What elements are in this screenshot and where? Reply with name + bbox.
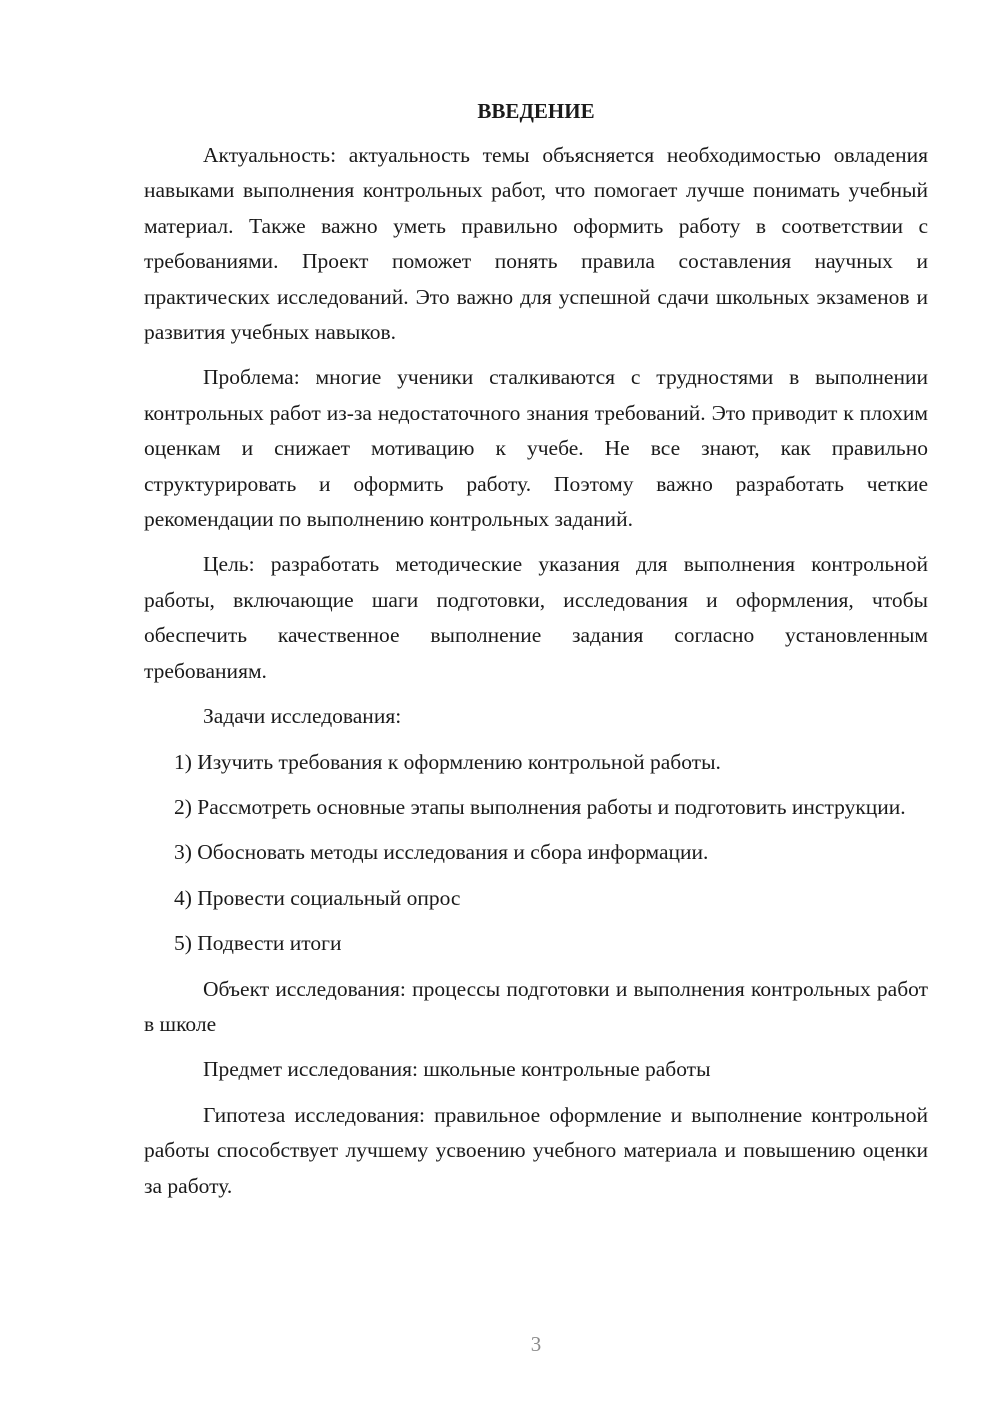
hypothesis-paragraph: Гипотеза исследования: правильное оформление и выполнение контрольной работы способствует лучшему усвоению учебного материала и повышению оценки за работу. (144, 1102, 928, 1198)
task-item-4: 4) Провести социальный опрос (174, 885, 461, 910)
task-item-3: 3) Обосновать методы исследования и сбора информации. (174, 840, 709, 865)
relevance-paragraph: Актуальность: актуальность темы объясняется необходимостью овладения навыками выполнения контрольных работ, что помогает лучше понимать учебный материал. Также важно уметь правильно оформить работу в соответствии с требованиями. Проект поможет понять правила составления научных и практических исследований. Это важно для успешной сдачи школьных экзаменов и развития учебных навыков. (144, 143, 928, 345)
task-item-5: 5) Подвести итоги (174, 931, 342, 956)
subject-paragraph: Предмет исследования: школьные контрольные работы (203, 1057, 711, 1082)
goal-paragraph: Цель: разработать методические указания для выполнения контрольной работы, включающие шаги подготовки, исследования и оформления, чтобы обеспечить качественное выполнение задания согласно установленным требованиям. (144, 552, 928, 683)
object-paragraph: Объект исследования: процессы подготовки и выполнения контрольных работ в школе (144, 976, 928, 1036)
tasks-heading: Задачи исследования: (203, 704, 402, 729)
task-item-2: 2) Рассмотреть основные этапы выполнения работы и подготовить инструкции. (174, 794, 906, 819)
page-number: 3 (530, 1332, 542, 1356)
problem-paragraph: Проблема: многие ученики сталкиваются с трудностями в выполнении контрольных работ из-за недостаточного знания требований. Это приводит к плохим оценкам и снижает мотивацию к учебе. Не все знают, как правильно структурировать и оформить работу. Поэтому важно разработать четкие рекомендации по выполнению контрольных заданий. (144, 365, 928, 532)
page-content (144, 94, 928, 1214)
section-title: ВВЕДЕНИЕ (477, 99, 595, 123)
task-item-1: 1) Изучить требования к оформлению контрольной работы. (174, 749, 721, 774)
